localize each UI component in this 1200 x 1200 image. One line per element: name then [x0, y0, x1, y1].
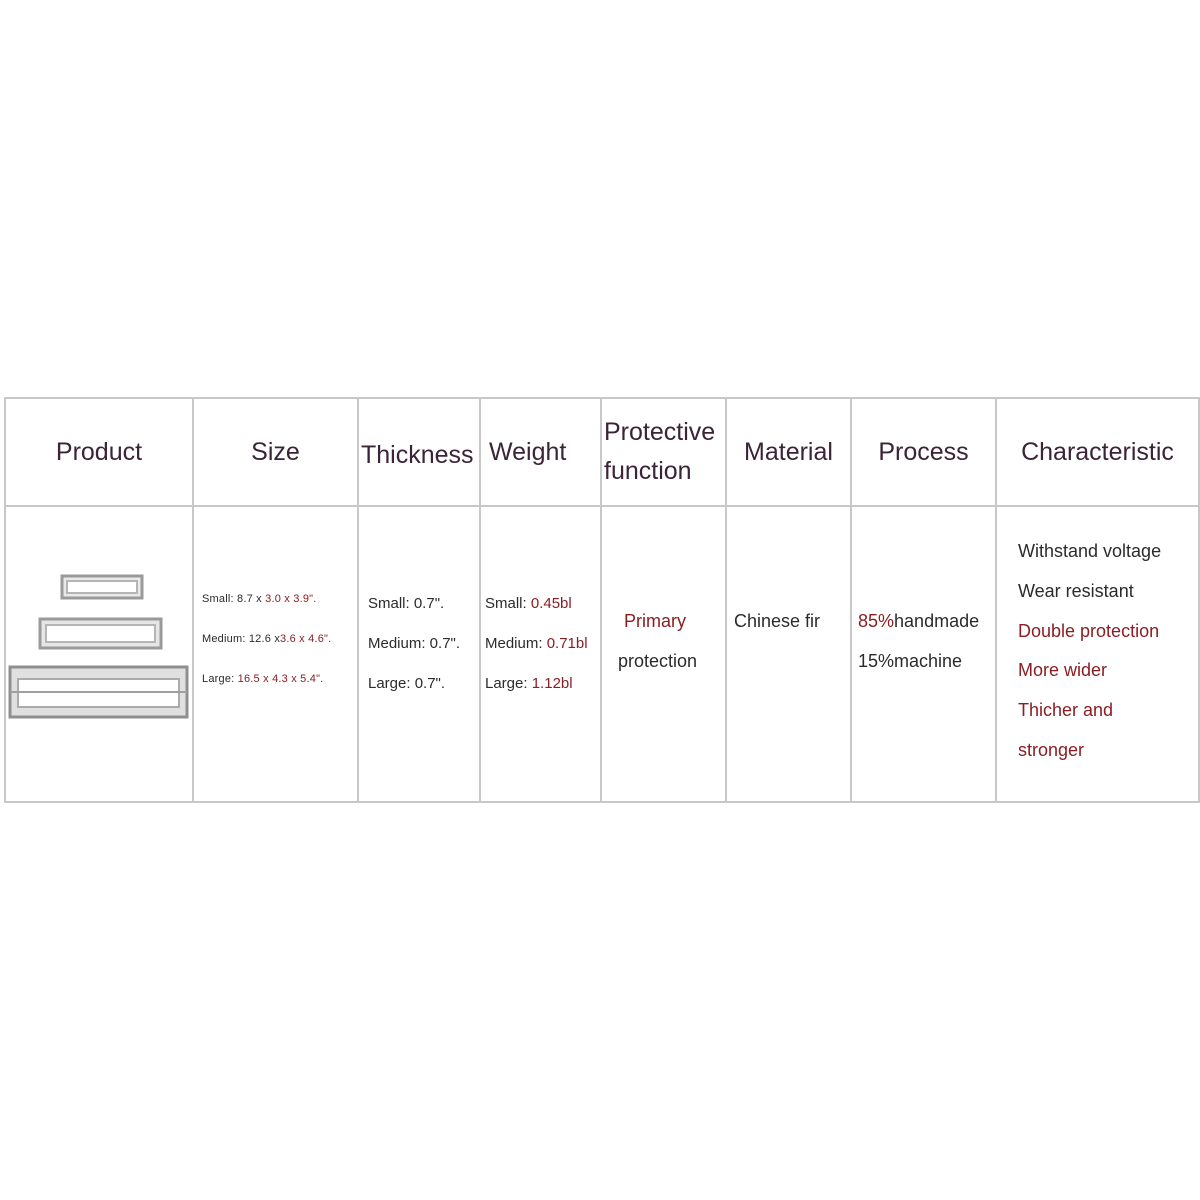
thickness-medium: Medium: 0.7". [368, 635, 461, 652]
header-process: Process [878, 437, 969, 466]
size-medium-value-b: 3.6 x 4.6". [280, 633, 332, 645]
weight-medium-label: Medium: [485, 635, 543, 652]
size-large-value: 16.5 x 4.3 x 5.4". [237, 673, 324, 685]
weight-cell [485, 595, 599, 695]
large-frame-icon [10, 667, 187, 717]
characteristic-line2: Wear resistant [1018, 581, 1134, 601]
header-protective-function [602, 399, 725, 505]
header-product: Product [55, 437, 143, 466]
characteristic-line5: Thicher and [1018, 700, 1114, 720]
size-small-label: Small: [202, 593, 234, 605]
table-bottom-border [4, 801, 1200, 803]
size-medium-value-a: 12.6 x [248, 633, 281, 645]
protective-cell [602, 611, 725, 701]
weight-small-row [485, 595, 572, 612]
header-protective-line2: function [604, 457, 692, 485]
weight-large-row [485, 675, 573, 692]
header-characteristic: Characteristic [1021, 437, 1174, 466]
weight-large-label: Large: [485, 675, 528, 692]
weight-small-label: Small: [485, 595, 527, 612]
header-material: Material [744, 437, 833, 466]
characteristic-line6: stronger [1018, 740, 1085, 760]
header-size: Size [251, 437, 300, 466]
thickness-cell [368, 595, 478, 695]
header-weight: Weight [489, 437, 567, 466]
characteristic-line1: Withstand voltage [1018, 541, 1162, 561]
size-large-label: Large: [202, 673, 235, 685]
small-frame-icon [62, 576, 142, 598]
weight-small-value: 0.45bl [530, 595, 572, 612]
process-line1 [858, 611, 979, 632]
characteristic-line4: More wider [1018, 660, 1108, 680]
protective-line2: protection [618, 651, 698, 671]
size-small-value-a: 8.7 x [237, 593, 262, 605]
size-small-value-b: 3.0 x 3.9". [265, 593, 317, 605]
size-medium-label: Medium: [202, 633, 246, 645]
weight-medium-value: 0.71bl [546, 635, 588, 652]
process-line1-pct: 85% [858, 611, 895, 631]
thickness-large: Large: 0.7". [368, 675, 446, 692]
material-cell [727, 611, 850, 651]
size-large-row [202, 673, 323, 685]
medium-frame-icon [40, 619, 161, 648]
spec-table [4, 397, 1200, 803]
header-thickness: Thickness [361, 440, 474, 469]
thickness-small: Small: 0.7". [368, 595, 445, 612]
process-cell [852, 611, 995, 701]
process-line2: 15%machine [858, 651, 963, 671]
weight-large-value: 1.12bl [531, 675, 573, 692]
characteristic-cell [997, 541, 1198, 781]
header-protective-line1: Protective [604, 418, 716, 446]
weight-medium-row [485, 635, 588, 652]
size-medium-row [202, 633, 331, 645]
protective-line1: Primary [624, 611, 686, 631]
size-small-row [202, 593, 317, 605]
product-image [6, 507, 192, 801]
material-value: Chinese fir [734, 611, 821, 631]
size-cell [202, 593, 357, 693]
process-line1-text: handmade [894, 611, 980, 631]
characteristic-line3: Double protection [1018, 621, 1160, 641]
